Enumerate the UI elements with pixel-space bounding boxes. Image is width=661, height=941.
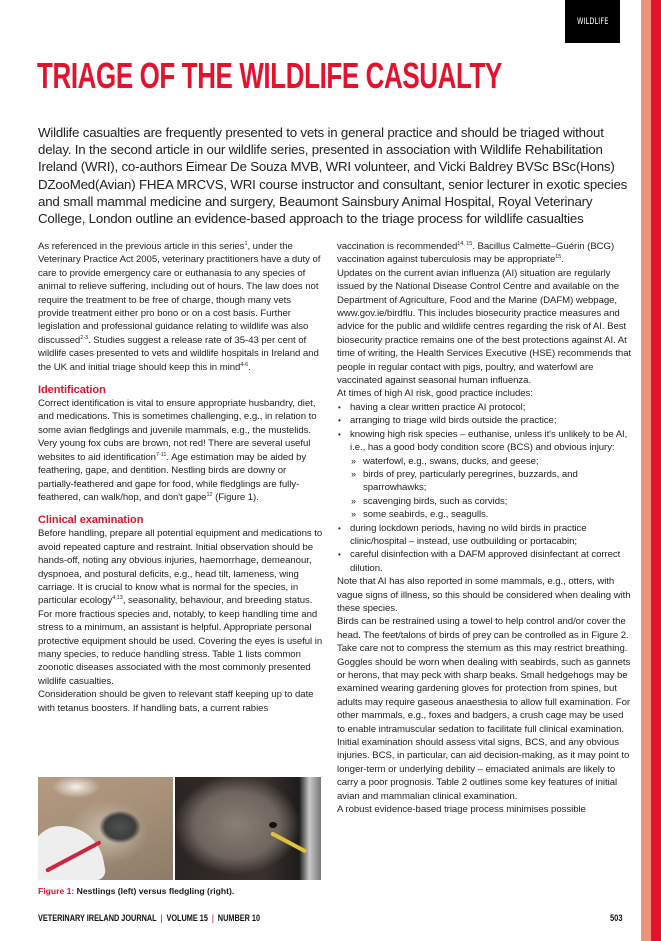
bird-beak-shape — [270, 831, 307, 853]
citation: 2-3 — [80, 334, 89, 341]
heading-clinical-examination: Clinical examination — [38, 514, 144, 527]
sub-list-item: » scavenging birds, such as corvids; — [350, 495, 632, 508]
decorative-stripe-red — [651, 0, 661, 941]
right-column — [337, 240, 632, 816]
journal-volume: VOLUME 15 — [166, 912, 208, 923]
citation: 15 — [555, 254, 562, 261]
sub-list-item: » birds of prey, particularly peregrines, buzzards, and sparrowhawks; — [350, 468, 632, 495]
list-item: • during lockdown periods, having no wild birds in practice clinic/hospital – instead, use outbuilding or portacabin; — [337, 522, 632, 549]
sub-list-item: » some seabirds, e.g., seagulls. — [350, 508, 632, 521]
journal-number: NUMBER 10 — [217, 912, 261, 923]
citation: 4-6 — [240, 361, 249, 368]
citation: 1 — [244, 241, 248, 247]
bird-eye-shape — [269, 822, 277, 828]
avian-influenza-paragraph: Updates on the current avian influenza (AI) situation are regularly issued by the National Disease Control Centre and available on the Department of Agriculture, Food and the Marine (DAFM) webpage, www.gov.ie/birdflu. This includes biosecurity practice measures and advice for the public and wildlife centres regarding the risk of AI. Best biosecurity practice remains one of the best protections against AI. At time of writing, the Health Services Executive (HSE) recommends that people in regular contact with pigs, poultry, and waterfowl are vaccinated against seasonal human influenza. — [337, 267, 632, 387]
fledgling-photo — [175, 777, 321, 880]
figure-caption-text: Nestlings (left) versus fledgling (right). — [74, 886, 235, 896]
citation: 4,13 — [112, 595, 123, 602]
page-number: 503 — [610, 912, 623, 923]
citation: 12 — [206, 491, 213, 498]
footer-separator: | — [211, 912, 214, 923]
figure-caption — [38, 886, 234, 897]
list-item: • arranging to triage wild birds outside the practice; — [337, 414, 632, 427]
left-column — [38, 240, 324, 715]
high-risk-species-list — [350, 455, 632, 522]
triage-process-paragraph: A robust evidence-based triage process minimises possible — [337, 804, 586, 816]
section-tab — [565, 0, 620, 43]
article-title: TRIAGE OF THE WILDLIFE CASUALTY — [37, 55, 502, 96]
initial-exam-paragraph: Initial examination should assess vital signs, BCS, and any obvious injuries. BCS, in particular, can aid decision-making, as it may point to longer-term or underlying debility – emaciated animals are likely to carry a poor prognosis. Table 2 outlines some key features of initial avian and mammalian clinical examination. — [337, 737, 630, 802]
journal-name: VETERINARY IRELAND JOURNAL — [38, 912, 157, 923]
mammals-note-paragraph: Note that AI has also reported in some mammals, e.g., otters, with vague signs of illness, so this should be considered when dealing with these species. — [337, 576, 631, 614]
intro-paragraph: As referenced in the previous article in this series$^1$, under the Veterinary Practice Act 2005, veterinary practitioners have a duty of care to provide emergency care or euthanasia to any species of animal to relieve suffering, including out of hours. The law does not require the treatment to be free of charge, though many vets provide treatment either pro bono or on a cost basis. Further legislation and professional guidance relating to wildlife was also discussed$^{2-3}$. Studies suggest a release rate of 35-43 per cent of wildlife cases presented to vets and wildlife hospitals in Ireland and the UK and initial triage should keep this in mind$^{4-6}$. — [38, 241, 321, 373]
sub-list-item: » waterfowl, e.g., swans, ducks, and geese; — [350, 455, 632, 468]
figure-1 — [38, 777, 321, 880]
standfirst: Wildlife casualties are frequently presented to vets in general practice and should be triaged without delay. In the second article in our wildlife series, presented in association with Wildlife Rehabilitation Ireland (WRI), co-authors Eimear De Souza MVB, WRI volunteer, and Vicki Baldrey BVSc BSc(Hons) DZooMed(Avian) FHEA MRCVS, WRI course instructor and consultant, senior lecturer in exotic species and small mammal medicine and surgery, Beaumont Sainsbury Animal Hospital, Royal Veterinary College, London outline an evidence-based approach to the triage process for wildlife casualties — [38, 125, 628, 227]
citation: 14, 15 — [457, 241, 473, 247]
list-item: • careful disinfection with a DAFM approved disinfectant at correct dilution. — [337, 548, 632, 575]
decorative-stripe-salmon — [641, 0, 651, 941]
list-item: • knowing high risk species – euthanise, unless it's unlikely to be AI, i.e., has a good body condition score (BCS) and obvious injury: » waterfowl, e.g., swans, ducks, and geese; » birds of prey, particularly peregrines, buzzards, and sparrowhawks; » scavenging birds, such as corvids; » some seabirds, e.g., seagulls. — [337, 428, 632, 522]
citation: 7-11 — [155, 451, 167, 458]
section-tab-label: WILDLIFE — [576, 16, 609, 27]
heading-identification: Identification — [38, 384, 106, 397]
clinical-paragraph: Before handling, prepare all potential equipment and medications to avoid repeated capture and restraint. Initial observation should be hands-off, noting any obvious injuries, haemorrhage, demeanour, dyspnoea, and postural deficits, e.g., head tilt, lameness, wing carriage. It is crucial to know what is normal for the species, in particular ecology$^{4,13}$, seasonality, behaviour, and breeding status. For more fractious species and, notably, to keep handling time and stress to a minimum, an assistant is helpful. Appropriate personal protective equipment should be used. Covering the eyes is useful in many species, to reduce handling stress. Table 1 lists common zoonotic diseases associated with the most commonly presented wildlife casualties. — [38, 528, 323, 687]
vaccination-paragraph: vaccination is recommended$^{14, 15}$. Bacillus Calmette–Guérin (BCG) vaccination against tuberculosis may be appropriate$^{15}$. — [337, 241, 615, 266]
figure-label: Figure 1: — [38, 886, 75, 896]
clinical-paragraph-2: Consideration should be given to relevant staff keeping up to date with tetanus boosters. If handling bats, a current rabies — [38, 689, 314, 714]
good-practice-intro: At times of high AI risk, good practice includes: — [337, 388, 533, 400]
journal-footer — [38, 912, 260, 923]
identification-paragraph: Correct identification is vital to ensure appropriate husbandry, diet, and medications. This is sometimes challenging, e.g., in relation to some avian fledglings and juvenile mammals, e.g., the mustelids. Very young fox cubs are brown, not red! There are several useful websites to aid identification$^{7-11}$. Age estimation may be aided by feathering, gape, and dentition. Nestling birds are downy or partially-feathered and gape for food, while fledglings are fully-feathered, can walk/hop, and don't gape$^{12}$ (Figure 1). — [38, 398, 317, 503]
good-practice-list — [337, 401, 632, 575]
list-item: • having a clear written practice AI protocol; — [337, 401, 632, 414]
restraint-paragraph: Birds can be restrained using a towel to help control and/or cover the head. The feet/talons of birds of prey can be controlled as in Figure 2. Take care not to compress the sternum as this may restrict breathing. Goggles should be worn when dealing with seabirds, such as gannets or herons, that may peck with sharp beaks. Small hedgehogs may be examined wearing gardening gloves for protection from spines, but adults may require gaseous anaesthesia to allow full examination. For other mammals, e.g., foxes and badgers, a crush cage may be used to enable intramuscular sedation to facilitate full clinical examination. — [337, 616, 631, 735]
nestlings-photo — [38, 777, 173, 880]
footer-separator: | — [160, 912, 163, 923]
